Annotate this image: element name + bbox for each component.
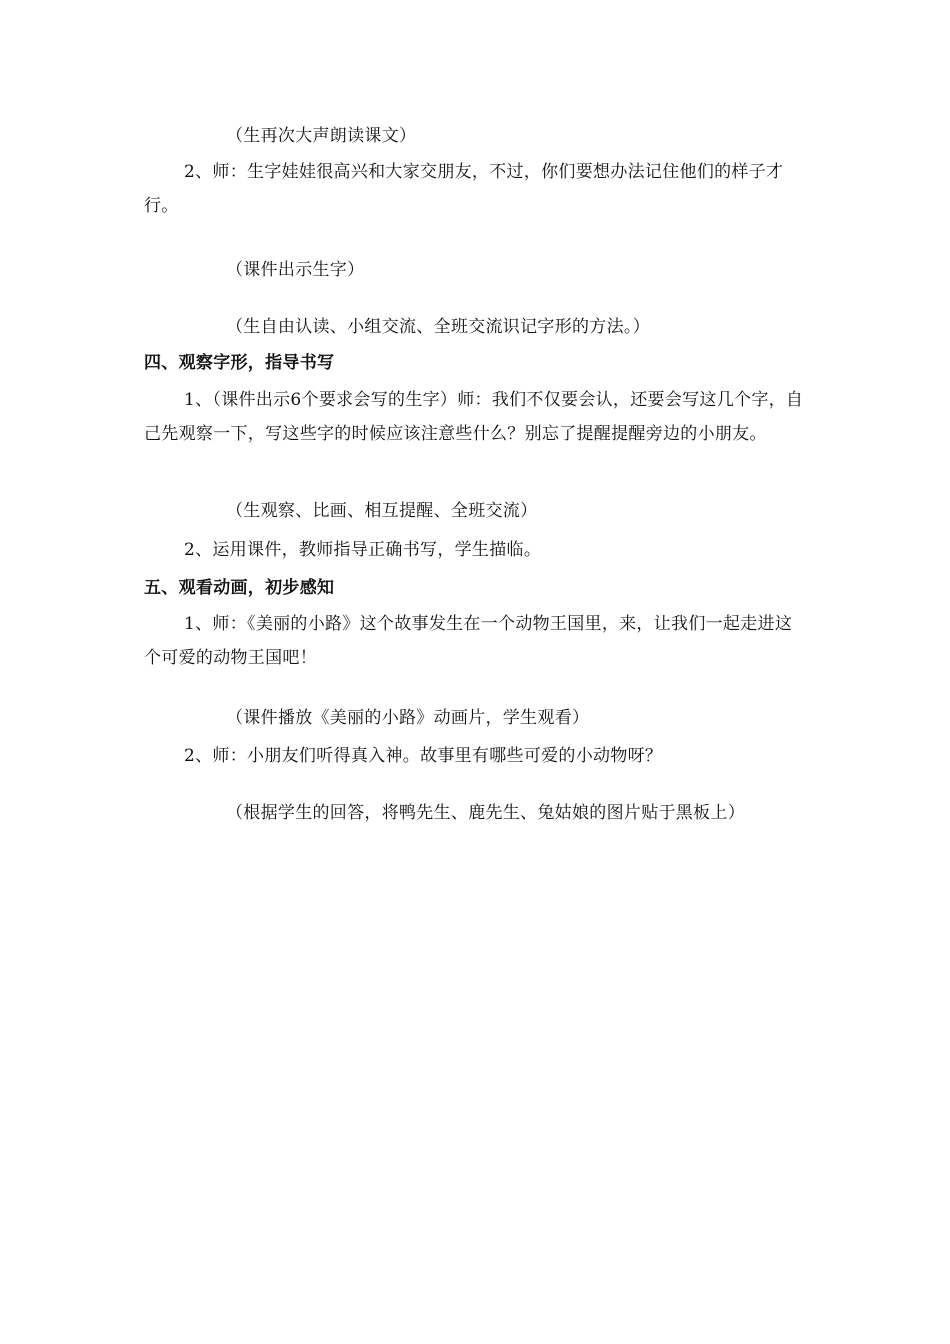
stage-direction-read-aloud: （生再次大声朗读课文） bbox=[226, 126, 417, 146]
paragraph-guided-writing: 2、运用课件，教师指导正确书写，学生描临。 bbox=[184, 540, 542, 560]
paragraph-animation-intro: 1、师：《美丽的小路》这个故事发生在一个动物王国里，来，让我们一起走进这个可爱的动物王国吧！ bbox=[144, 614, 793, 668]
stage-direction-free-reading: （生自由认读、小组交流、全班交流识记字形的方法。） bbox=[226, 317, 650, 337]
stage-direction-play-animation: （课件播放《美丽的小路》动画片，学生观看） bbox=[226, 708, 590, 728]
paragraph-teacher-question: 2、师：小朋友们听得真入神。故事里有哪些可爱的小动物呀？ bbox=[184, 746, 663, 766]
section-heading-five: 五、观看动画，初步感知 bbox=[144, 578, 335, 598]
paragraph-observe-characters: 1、（课件出示6个要求会写的生字）师：我们不仅要会认，还要会写这几个字，自己先观察一下，写这些字的时候应该注意些什么？别忘了提醒提醒旁边的小朋友。 bbox=[144, 390, 804, 444]
stage-direction-show-words: （课件出示生字） bbox=[226, 260, 365, 280]
stage-direction-blackboard: （根据学生的回答，将鸭先生、鹿先生、兔姑娘的图片贴于黑板上） bbox=[226, 803, 745, 823]
stage-direction-observe: （生观察、比画、相互提醒、全班交流） bbox=[226, 501, 538, 521]
paragraph-teacher-new-words: 2、师：生字娃娃很高兴和大家交朋友，不过，你们要想办法记住他们的样子才行。 bbox=[144, 162, 784, 216]
section-heading-four: 四、观察字形，指导书写 bbox=[144, 353, 335, 373]
